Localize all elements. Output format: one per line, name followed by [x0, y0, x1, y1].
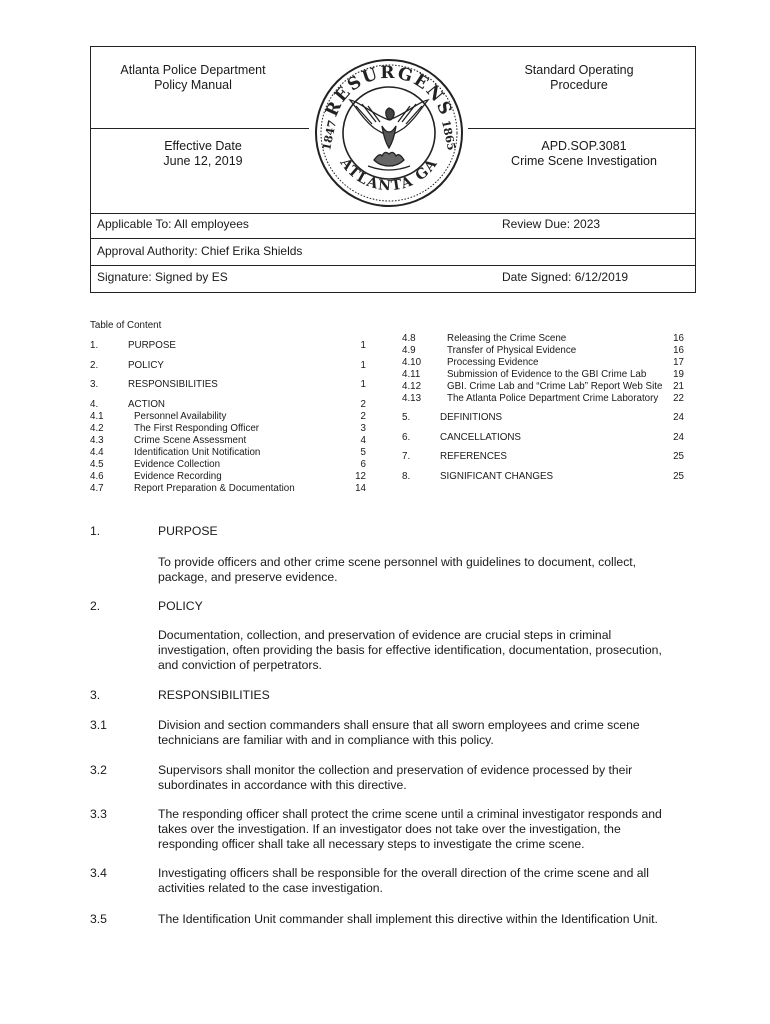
signature: Signature: Signed by ES: [97, 270, 228, 284]
toc-page: 2: [360, 411, 366, 422]
toc-page: 4: [360, 435, 366, 446]
effective-date-value: June 12, 2019: [163, 154, 243, 168]
toc-page: 25: [673, 471, 684, 482]
effective-date-block: [108, 139, 298, 169]
header-row-divider-3: [91, 265, 695, 266]
section-number: 3.: [90, 688, 101, 702]
toc-entry-title[interactable]: DEFINITIONS: [440, 412, 503, 423]
city-seal-icon: [312, 56, 466, 210]
paragraph-line: package, and preserve evidence.: [158, 570, 338, 584]
subsection-number: 3.4: [90, 866, 107, 880]
section-heading: PURPOSE: [158, 524, 218, 538]
document-type: [484, 63, 674, 93]
approval-authority: Approval Authority: Chief Erika Shields: [97, 244, 303, 258]
toc-page: 1: [360, 379, 366, 390]
toc-num: 4.10: [402, 357, 422, 368]
toc-num: 7.: [402, 451, 411, 462]
header-row-divider-2: [91, 238, 695, 239]
paragraph-line: takes over the investigation. If an investigator does not take over the investigation, the: [158, 822, 621, 836]
paragraph-line: Division and section commanders shall ensure that all sworn employees and crime scene: [158, 718, 640, 732]
header-divider-right: [468, 128, 695, 129]
toc-page: 6: [360, 459, 366, 470]
toc-num: 4.3: [90, 435, 104, 446]
toc-entry-title[interactable]: Submission of Evidence to the GBI Crime Lab: [447, 369, 647, 380]
subsection-number: 3.5: [90, 912, 107, 926]
toc-page: 16: [673, 333, 684, 344]
toc-entry-title[interactable]: Crime Scene Assessment: [134, 435, 247, 446]
toc-page: 24: [673, 412, 684, 423]
paragraph-line: subordinates in accordance with this directive.: [158, 778, 407, 792]
applicable-to: Applicable To: All employees: [97, 217, 249, 231]
subsection-number: 3.3: [90, 807, 107, 821]
paragraph-line: Supervisors shall monitor the collection and preservation of evidence processed by their: [158, 763, 633, 777]
department-name: Atlanta Police Department: [120, 63, 266, 77]
svg-text:ATLANTA GA: ATLANTA GA: [336, 155, 442, 195]
toc-num: 4.: [90, 399, 99, 410]
toc-entry-title[interactable]: Personnel Availability: [134, 411, 227, 422]
paragraph-line: responding officer shall take all necessary steps to investigate the crime scene.: [158, 837, 585, 851]
toc-page: 21: [673, 381, 684, 392]
toc-num: 3.: [90, 379, 99, 390]
toc-page: 25: [673, 451, 684, 462]
toc-page: 1: [360, 360, 366, 371]
toc-page: 19: [673, 369, 684, 380]
date-signed: Date Signed: 6/12/2019: [502, 270, 629, 284]
toc-entry-title[interactable]: Evidence Collection: [134, 459, 221, 470]
subsection-number: 3.2: [90, 763, 107, 777]
toc-entry-title[interactable]: Transfer of Physical Evidence: [447, 345, 577, 356]
header-divider-left: [91, 128, 309, 129]
toc-num: 4.9: [402, 345, 416, 356]
paragraph-line: activities related to the case investigation.: [158, 881, 383, 895]
toc-num: 5.: [402, 412, 411, 423]
toc-num: 1.: [90, 340, 99, 351]
toc-entry-title[interactable]: Identification Unit Notification: [134, 447, 261, 458]
toc-num: 4.7: [90, 483, 104, 494]
sop-id-block: [484, 139, 684, 169]
toc-page: 1: [360, 340, 366, 351]
document-type-line1: Standard Operating: [524, 63, 634, 77]
paragraph-line: Investigating officers shall be responsible for the overall direction of the crime scene and all: [158, 866, 649, 880]
toc-num: 4.8: [402, 333, 416, 344]
toc-title: Table of Content: [90, 320, 162, 331]
toc-entry-title[interactable]: Evidence Recording: [134, 471, 222, 482]
toc-num: 4.6: [90, 471, 104, 482]
subsection-number: 3.1: [90, 718, 107, 732]
paragraph-line: To provide officers and other crime scene personnel with guidelines to document, collect,: [158, 555, 637, 569]
toc-num: 4.12: [402, 381, 422, 392]
paragraph-line: Documentation, collection, and preservation of evidence are crucial steps in criminal: [158, 628, 612, 642]
toc-entry-title[interactable]: The Atlanta Police Department Crime Laboratory: [447, 393, 659, 404]
sop-number: APD.SOP.3081: [541, 139, 627, 153]
manual-name: Policy Manual: [154, 78, 232, 92]
paragraph-line: The responding officer shall protect the crime scene until a criminal investigator responds and: [158, 807, 662, 821]
paragraph-line: investigation, often providing the basis for effective identification, documentation, prosecution,: [158, 643, 662, 657]
sop-title: Crime Scene Investigation: [511, 154, 657, 168]
toc-page: 22: [673, 393, 684, 404]
paragraph-line: The Identification Unit commander shall implement this directive within the Identification Unit.: [158, 912, 658, 926]
toc-num: 6.: [402, 432, 411, 443]
toc-entry-title[interactable]: POLICY: [128, 360, 164, 371]
toc-page: 16: [673, 345, 684, 356]
section-number: 1.: [90, 524, 101, 538]
toc-num: 4.11: [402, 369, 421, 380]
toc-num: 8.: [402, 471, 411, 482]
header-row-divider-1: [91, 213, 695, 214]
document-type-line2: Procedure: [550, 78, 608, 92]
section-heading: POLICY: [158, 599, 203, 613]
toc-num: 4.5: [90, 459, 104, 470]
toc-num: 4.13: [402, 393, 422, 404]
effective-date-label: Effective Date: [164, 139, 242, 153]
toc-entry-title[interactable]: Report Preparation & Documentation: [134, 483, 295, 494]
toc-page: 12: [355, 471, 366, 482]
toc-entry-title[interactable]: PURPOSE: [128, 340, 176, 351]
toc-entry-title[interactable]: RESPONSIBILITIES: [128, 379, 218, 390]
toc-page: 5: [360, 447, 366, 458]
toc-entry-title[interactable]: ACTION: [128, 399, 166, 410]
toc-page: 3: [360, 423, 366, 434]
toc-page: 24: [673, 432, 684, 443]
toc-num: 4.2: [90, 423, 104, 434]
toc-entry-title[interactable]: The First Responding Officer: [134, 423, 260, 434]
toc-page: 14: [355, 483, 366, 494]
toc-page: 17: [673, 357, 684, 368]
section-heading: RESPONSIBILITIES: [158, 688, 270, 702]
toc-entry-title[interactable]: SIGNIFICANT CHANGES: [440, 471, 554, 482]
review-due: Review Due: 2023: [502, 217, 601, 231]
toc-num: 4.4: [90, 447, 104, 458]
toc-entry-title[interactable]: GBI. Crime Lab and “Crime Lab” Report Web Site: [447, 381, 663, 392]
department-title: [98, 63, 288, 93]
svg-text:1865: 1865: [438, 118, 458, 152]
svg-text:RESURGENS: RESURGENS: [321, 62, 457, 120]
toc-entry-title[interactable]: Releasing the Crime Scene: [447, 333, 567, 344]
toc-entry-title[interactable]: CANCELLATIONS: [440, 432, 521, 443]
toc-entry-title[interactable]: REFERENCES: [440, 451, 507, 462]
toc-num: 2.: [90, 360, 99, 371]
section-number: 2.: [90, 599, 101, 613]
toc-entry-title[interactable]: Processing Evidence: [447, 357, 539, 368]
toc-page: 2: [360, 399, 366, 410]
paragraph-line: and conviction of perpetrators.: [158, 658, 322, 672]
toc-num: 4.1: [90, 411, 104, 422]
svg-text:1847: 1847: [320, 118, 340, 152]
paragraph-line: technicians are familiar with and in compliance with this policy.: [158, 733, 494, 747]
